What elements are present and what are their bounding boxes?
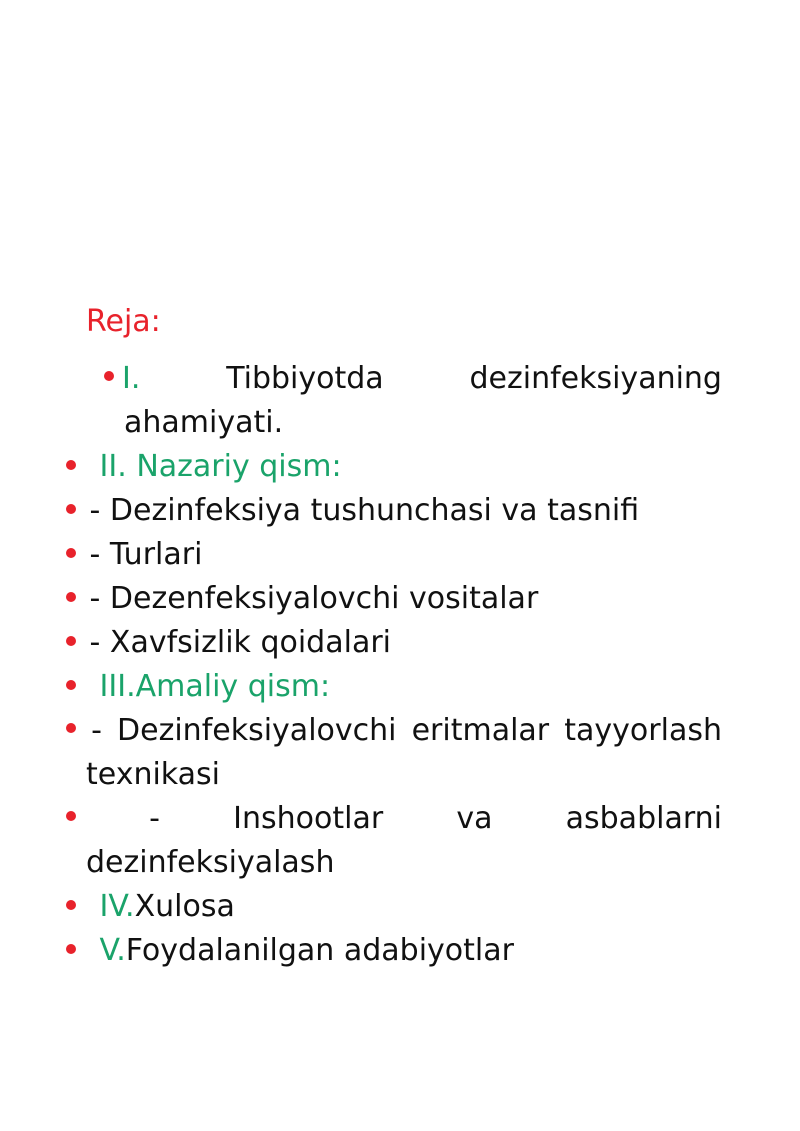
- list-item: [66, 885, 722, 929]
- list-item: [66, 709, 722, 753]
- bullet-icon: [66, 900, 76, 910]
- item-word: va: [456, 801, 493, 836]
- list-item: [66, 621, 722, 665]
- item-text: - Dezenfeksiyalovchi vositalar: [89, 581, 539, 616]
- item-continuation: dezinfeksiyalash: [86, 845, 335, 880]
- item-word: asbablarni: [565, 801, 722, 836]
- item-word: dezinfeksiyaning: [469, 361, 722, 396]
- bullet-icon: [66, 592, 76, 602]
- list-item: [104, 357, 722, 401]
- list-item: [66, 533, 722, 577]
- item-word: -: [149, 801, 160, 836]
- list-item: [66, 445, 722, 489]
- item-word: Tibbiyotda: [226, 361, 384, 396]
- list-item: [66, 577, 722, 621]
- item-text: - Xavfsizlik qoidalari: [89, 625, 391, 660]
- section-number: IV.: [99, 889, 135, 924]
- section-number: V.: [99, 933, 126, 968]
- bullet-icon: [104, 371, 114, 381]
- bullet-icon: [66, 460, 76, 470]
- list-item: [66, 489, 722, 533]
- item-continuation: ahamiyati.: [124, 405, 284, 440]
- section-number: I.: [122, 361, 141, 396]
- item-text: Foydalanilgan adabiyotlar: [125, 933, 514, 968]
- list-item: [66, 665, 722, 709]
- item-continuation: texnikasi: [86, 757, 220, 792]
- bullet-icon: [66, 944, 76, 954]
- item-word: -: [91, 713, 102, 748]
- item-text: Xulosa: [134, 889, 235, 924]
- list-item: [66, 929, 722, 973]
- bullet-icon: [66, 723, 76, 733]
- item-word: tayyorlash: [564, 713, 722, 748]
- section-number: III.Amaliy qism:: [99, 669, 331, 704]
- plan-heading: Reja:: [86, 304, 161, 339]
- section-number: II. Nazariy qism:: [99, 449, 342, 484]
- item-text: - Dezinfeksiya tushunchasi va tasnifi: [89, 493, 640, 528]
- bullet-icon: [66, 680, 76, 690]
- item-word: Dezinfeksiyalovchi: [117, 713, 397, 748]
- item-word: Inshootlar: [233, 801, 384, 836]
- bullet-icon: [66, 504, 76, 514]
- list-item: [66, 797, 722, 841]
- item-text: - Turlari: [89, 537, 203, 572]
- bullet-icon: [66, 636, 76, 646]
- item-word: eritmalar: [411, 713, 550, 748]
- bullet-icon: [66, 548, 76, 558]
- bullet-icon: [66, 811, 76, 821]
